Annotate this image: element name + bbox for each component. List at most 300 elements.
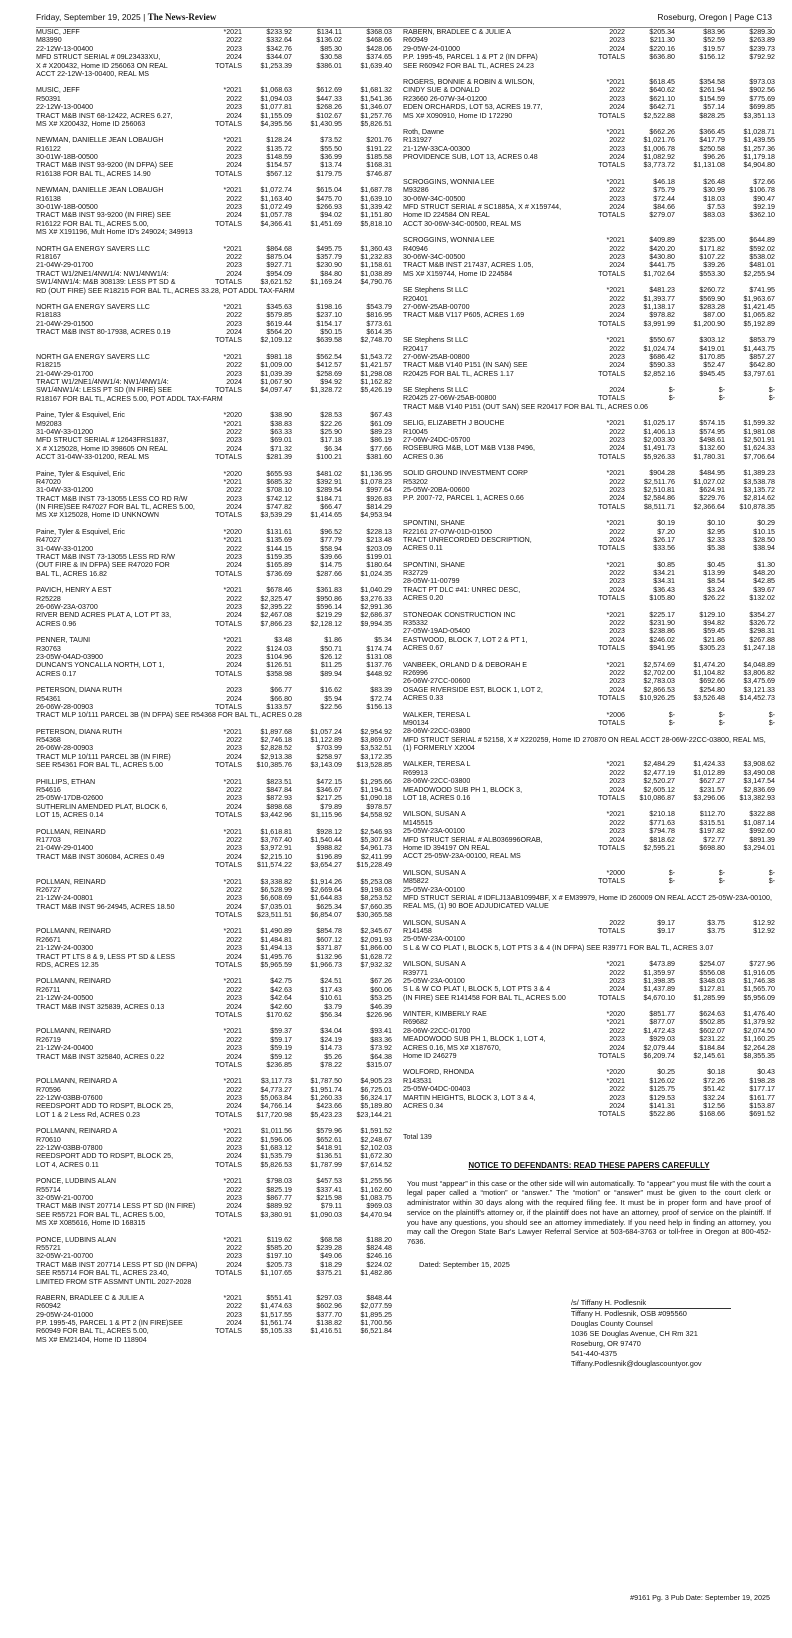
record-total: $322.88 [749,810,775,819]
record-desc: 27-05W-19AD-05400 [403,627,470,636]
record-total [725,220,775,228]
record-desc: P.P. 1995-45, PARCEL 1 & PT 2 (IN FIRE)SEE [36,1319,183,1328]
record-year: 2022 [226,36,242,45]
record-desc: NEWMAN, DANIELLE JEAN LOBAUGH [36,186,164,195]
record-line [403,694,775,702]
record-tax: $- [668,394,675,403]
record-interest: $602.96 [316,1302,342,1311]
record-tax: $2,584.86 [643,494,675,503]
record-interest: $13.99 [703,569,725,578]
record-desc: 21-12W-24-00300 [36,944,94,953]
record-total: $39.67 [753,585,775,594]
record-line [36,1311,392,1319]
record-desc: R50391 [36,94,61,103]
record-tax: $898.68 [266,802,292,811]
record-tax: $3,621.52 [260,278,292,287]
record-desc: R47027 [36,536,61,545]
record-tax [242,1336,292,1344]
record-line [403,1010,775,1018]
record-year: *2021 [606,760,625,769]
record-desc: ACRES 0.20 [403,594,444,603]
record-tax: $1,072.74 [260,186,292,195]
tax-record [36,303,392,345]
record-note: R18167 FOR BAL TL, ACRES 5.00, POT ADDL TAX-FARM [36,394,223,403]
record-desc: 22-12W-03BB-07600 [36,1094,103,1103]
record-tax: $642.71 [649,103,675,112]
record-tax: $5,063.84 [260,1094,292,1103]
record-year: 2022 [609,28,625,36]
record-desc: 26-06W-28-00903 [36,744,94,753]
record-tax: $430.80 [649,252,675,261]
record-desc: TRACT M&B INST 73-13055 LESS RD R/W [36,553,175,562]
record-desc: 23-05W-04AD-03900 [36,652,103,661]
record-interest: $5,423.23 [310,1110,342,1119]
record-tax: $685.32 [266,477,292,486]
record-year: 2022 [226,194,242,203]
record-interest: $1,012.89 [693,768,725,777]
record-interest: $52.59 [703,36,725,45]
record-line [36,944,392,952]
tax-record [403,178,775,228]
record-interest [292,1336,342,1344]
record-tax: $124.03 [266,644,292,653]
record-year: 2022 [226,985,242,994]
record-tax: $10,385.76 [256,761,292,770]
record-total: $64.38 [370,1052,392,1061]
record-interest: $392.91 [316,477,342,486]
record-tax: $678.46 [266,586,292,595]
record-year: *2020 [223,411,242,420]
record-tax: $420.20 [649,244,675,253]
record-tax: $104.96 [266,652,292,661]
record-year: 2022 [226,1085,242,1094]
record-total: $- [768,394,775,403]
record-line [36,253,392,261]
record-desc: R60949 [403,36,428,45]
record-year: 2023 [226,844,242,853]
record-interest: $2.33 [707,535,725,544]
record-year [206,1219,242,1227]
record-interest: $56.34 [320,1010,342,1019]
record-total: $72.66 [753,177,775,186]
record-desc: MS X# X200432, Home ID 256063 [36,119,146,128]
record-tax: $1,406.13 [643,427,675,436]
record-total: $203.09 [366,544,392,553]
record-line [36,470,392,478]
record-year: TOTALS [215,1269,242,1278]
record-total: $1,151.80 [360,211,392,220]
record-interest: $17.18 [320,436,342,445]
record-desc: R26711 [36,985,61,994]
record-year: 2024 [609,635,625,644]
record-total: $46.39 [370,1002,392,1011]
record-desc: SEE R55714 FOR BAL TL, ACRES 23.40, [36,1269,169,1278]
record-tax: $3,773.72 [643,161,675,170]
record-interest: $68.58 [320,1235,342,1244]
record-total: $1,162.60 [360,1185,392,1194]
record-line [36,728,392,736]
record-year: *2021 [223,1235,242,1244]
record-total: $5,426.19 [360,386,392,395]
record-interest: $419.01 [699,344,725,353]
record-line [403,361,775,369]
record-year: 2024 [609,203,625,212]
record-desc: R47020 [36,477,61,486]
tax-record [403,128,775,170]
record-year: *2021 [223,1127,242,1136]
record-total: $3,294.01 [743,843,775,852]
record-tax: $84.66 [653,203,675,212]
record-line [403,78,775,86]
record-tax: $63.33 [270,427,292,436]
record-interest: $1,644.83 [310,894,342,903]
record-tax: $1,596.06 [260,1135,292,1144]
record-interest: $254.80 [699,685,725,694]
record-year: 2022 [609,818,625,827]
record-interest: $1,951.74 [310,1085,342,1094]
record-interest: $3,296.06 [693,793,725,802]
signature-detail: Roseburg, OR 97470 [571,1338,641,1348]
record-desc: POLLMANN, REINARD [36,1027,111,1036]
record-line [36,1086,392,1094]
record-total: $267.88 [749,635,775,644]
record-interest: $32.24 [703,1093,725,1102]
tax-record [36,528,392,578]
record-desc: 30-01W-18B-00500 [36,153,98,162]
record-tax: $345.63 [266,302,292,311]
record-total: $816.95 [366,311,392,320]
record-year: 2024 [609,585,625,594]
record-line [36,95,392,103]
record-year: 2022 [226,835,242,844]
record-tax [242,70,292,78]
record-line [403,686,775,694]
record-year [589,935,625,943]
record-total: $- [768,868,775,877]
record-interest: $154.17 [316,319,342,328]
record-tax: $662.26 [649,127,675,136]
record-interest: $184.71 [316,494,342,503]
record-total: $9,994.35 [360,619,392,628]
record-desc: R25228 [36,594,61,603]
record-total: $1,565.70 [743,985,775,994]
record-total: $1,257.76 [360,111,392,120]
record-interest: $85.30 [320,44,342,53]
tax-record [36,411,392,461]
tax-record [36,1027,392,1069]
record-line [36,1111,392,1119]
record-line [36,103,392,111]
record-tax: $473.89 [649,960,675,969]
record-year: 2023 [226,1252,242,1261]
record-interest: $83.96 [703,28,725,36]
record-interest: $239.28 [316,1243,342,1252]
record-interest: $237.10 [316,311,342,320]
record-tax: $4,773.27 [260,1085,292,1094]
record-total: $1,541.36 [360,94,392,103]
record-line [403,977,775,985]
record-year: 2022 [226,1302,242,1311]
record-line [36,36,392,44]
record-line [36,478,392,486]
record-line [36,1194,392,1202]
record-line [36,1202,392,1210]
record-interest: $28.53 [320,411,342,420]
record-total: $86.19 [370,436,392,445]
record-desc: ACRES 0.33 [403,694,444,703]
tax-record [403,661,775,703]
record-total: $48.20 [753,569,775,578]
record-year: 2022 [609,1026,625,1035]
record-desc: 22-12W-03BB-07800 [36,1144,103,1153]
record-year: TOTALS [598,269,625,278]
record-total: $1,158.61 [360,261,392,270]
record-desc: 26-06W-28-00903 [36,702,94,711]
tax-record [36,1127,392,1169]
record-line [36,1102,392,1110]
record-interest: $1,787.99 [310,1160,342,1169]
record-tax: $981.18 [266,352,292,361]
record-year: 2023 [226,1094,242,1103]
record-total: $775.69 [749,94,775,103]
record-total: $1,298.08 [360,369,392,378]
record-interest: $8.54 [707,577,725,586]
record-interest: $346.67 [316,785,342,794]
record-year: TOTALS [598,1052,625,1061]
record-interest: $73.52 [320,136,342,145]
record-desc: MFD STRUCT SERIAL # ALB036996ORAB, [403,835,543,844]
record-tax: $220.16 [649,44,675,53]
record-desc: 25-05W-04DC-00403 [403,1085,471,1094]
record-year: 2022 [609,569,625,578]
record-line [36,803,392,811]
record-year: TOTALS [598,319,625,328]
tax-record [36,778,392,820]
record-desc: R18215 [36,361,61,370]
record-desc: R54361 [36,694,61,703]
record-tax: $889.92 [266,1202,292,1211]
record-line [403,1035,775,1043]
record-tax: $129.53 [649,1093,675,1102]
record-interest: $1,090.03 [310,1210,342,1219]
record-total: $137.76 [366,661,392,670]
record-line [36,428,392,436]
record-interest: $235.00 [699,236,725,245]
record-total: $1,232.83 [360,252,392,261]
record-total: $381.60 [366,453,392,462]
record-year: TOTALS [598,53,625,62]
record-tax: $1,618.81 [260,827,292,836]
record-total [725,852,775,860]
record-total: $1,476.40 [743,1010,775,1019]
record-tax: $2,595.21 [643,843,675,852]
record-desc: WILSON, SUSAN A [403,960,466,969]
record-desc: PETERSON, DIANA RUTH [36,686,122,695]
record-total: $131.08 [366,652,392,661]
record-total: $1,160.25 [743,1035,775,1044]
record-total: $902.56 [749,86,775,95]
record-interest: $698.80 [699,843,725,852]
record-interest: $- [718,718,725,727]
record-interest: $375.21 [316,1269,342,1278]
record-desc: R22161 27-07W-01D-01500 [403,527,492,536]
record-tax: $564.20 [266,328,292,337]
record-interest: $1,115.96 [310,811,342,820]
record-total: $1,087.14 [743,818,775,827]
record-year: 2022 [226,1135,242,1144]
record-line [36,1127,392,1135]
record-tax: $154.57 [266,161,292,170]
record-total: $1,257.36 [743,144,775,153]
tax-record [403,960,775,1002]
record-interest: $283.28 [699,302,725,311]
record-tax: $159.35 [266,553,292,562]
record-total: $1,040.29 [360,586,392,595]
record-line [403,1077,775,1085]
record-year: 2024 [226,1052,242,1061]
record-year: *2021 [606,469,625,478]
record-line [403,145,775,153]
record-total: $1,090.18 [360,794,392,803]
record-tax: $621.10 [649,94,675,103]
record-year: 2024 [226,1260,242,1269]
record-total: $1,981.08 [743,427,775,436]
record-desc: 29-05W-24-01000 [403,44,461,53]
record-year: TOTALS [215,1160,242,1169]
record-interest: $1,285.99 [693,993,725,1002]
signature-detail: Tiffany.Podlesnik@douglascountyor.gov [571,1358,702,1368]
record-desc: NORTH GA ENERGY SAVERS LLC [36,244,150,253]
record-year: *2021 [606,419,625,428]
record-tax: $131.61 [266,527,292,536]
record-year: TOTALS [598,644,625,653]
record-year [589,852,625,860]
record-year: TOTALS [215,1210,242,1219]
record-interest: $2,145.61 [693,1052,725,1061]
record-total: $1,065.82 [743,311,775,320]
record-desc: R60942 [36,1302,61,1311]
record-interest: $107.22 [699,252,725,261]
record-year: TOTALS [215,119,242,128]
record-tax: $2,484.29 [643,760,675,769]
record-desc: PAVICH, HENRY A EST [36,586,112,595]
record-tax: $1,495.76 [260,952,292,961]
record-total: $1,360.43 [360,244,392,253]
record-total: $1,543.72 [360,352,392,361]
record-total: $5,253.08 [360,877,392,886]
record-interest: $1,424.33 [693,760,725,769]
record-line [403,819,775,827]
tax-record [403,419,775,461]
record-tax: $9.17 [657,927,675,935]
record-interest: $472.15 [316,777,342,786]
record-interest: $303.12 [699,336,725,345]
record-interest: $261.94 [699,86,725,95]
record-total: $2,836.69 [743,785,775,794]
record-tax: $1,517.55 [260,1310,292,1319]
record-desc: R18167 [36,252,61,261]
record-desc: SPONTINI, SHANE [403,519,465,528]
record-line [36,977,392,985]
record-interest: $354.58 [699,77,725,86]
record-tax: $10,086.87 [639,793,675,802]
record-year: 2024 [226,1102,242,1111]
record-line [403,436,775,444]
record-line [403,827,775,835]
record-interest: $14.73 [320,1044,342,1053]
record-interest: $498.61 [699,435,725,444]
record-year: 2024 [226,269,242,278]
record-year: 2023 [226,1144,242,1153]
record-interest: $132.96 [316,952,342,961]
record-total [342,70,392,78]
record-year: 2022 [609,86,625,95]
record-line [36,636,392,644]
record-tax: $6,209.74 [643,1052,675,1061]
record-year: TOTALS [598,694,625,703]
record-line [36,1152,392,1160]
record-year: TOTALS [598,394,625,403]
paper-name: The News-Review [147,12,217,22]
record-tax: $1,702.64 [643,269,675,278]
record-interest: $1.86 [324,636,342,645]
record-line [36,1144,392,1152]
record-interest: $1,027.02 [693,477,725,486]
record-year: 2024 [226,161,242,170]
record-line [403,810,775,818]
record-year: 2024 [226,952,242,961]
record-tax: $8,511.71 [643,502,675,511]
record-desc: TRACT M&B V117 P605, ACRES 1.69 [403,311,525,320]
record-line [403,519,775,527]
record-desc: STONEOAK CONSTRUCTION INC [403,610,516,619]
record-line [403,253,775,261]
record-year: *2020 [223,527,242,536]
tax-record [403,1010,775,1060]
record-interest: $134.11 [316,28,342,36]
record-interest: $1,104.82 [693,668,725,677]
record-line [36,836,392,844]
record-tax: $2,511.76 [643,477,675,486]
record-interest [292,1219,342,1227]
record-total: $13,528.85 [356,761,392,770]
record-line [36,828,392,836]
record-interest: $2.95 [707,527,725,536]
record-line [36,1294,392,1302]
record-total: $7,614.52 [360,1160,392,1169]
record-desc: PONCE, LUDBINS ALAN [36,1177,117,1186]
record-desc: ACCT 31-04W-33-01200, REAL MS [36,453,150,462]
record-tax: $170.62 [266,1010,292,1019]
record-interest: $1,430.95 [310,119,342,128]
tax-record [403,561,775,603]
record-desc: MFD STRUCT SERIAL # 12643FRS1837, [36,436,169,445]
record-line [403,1110,775,1118]
record-total: $1,024.35 [360,569,392,578]
record-total: $239.73 [749,44,775,53]
record-interest: $66.47 [320,503,342,512]
record-desc: NORTH GA ENERGY SAVERS LLC [36,302,150,311]
record-desc: POLLMANN, REINARD A [36,1077,118,1086]
record-interest: $57.14 [703,103,725,112]
record-line [36,853,392,861]
record-tax: $2,828.52 [260,744,292,753]
record-year: *2021 [223,1177,242,1186]
record-interest: $1,416.51 [310,1327,342,1336]
record-year: 2024 [226,328,242,337]
record-tax: $59.37 [270,1027,292,1036]
record-line [403,960,775,968]
